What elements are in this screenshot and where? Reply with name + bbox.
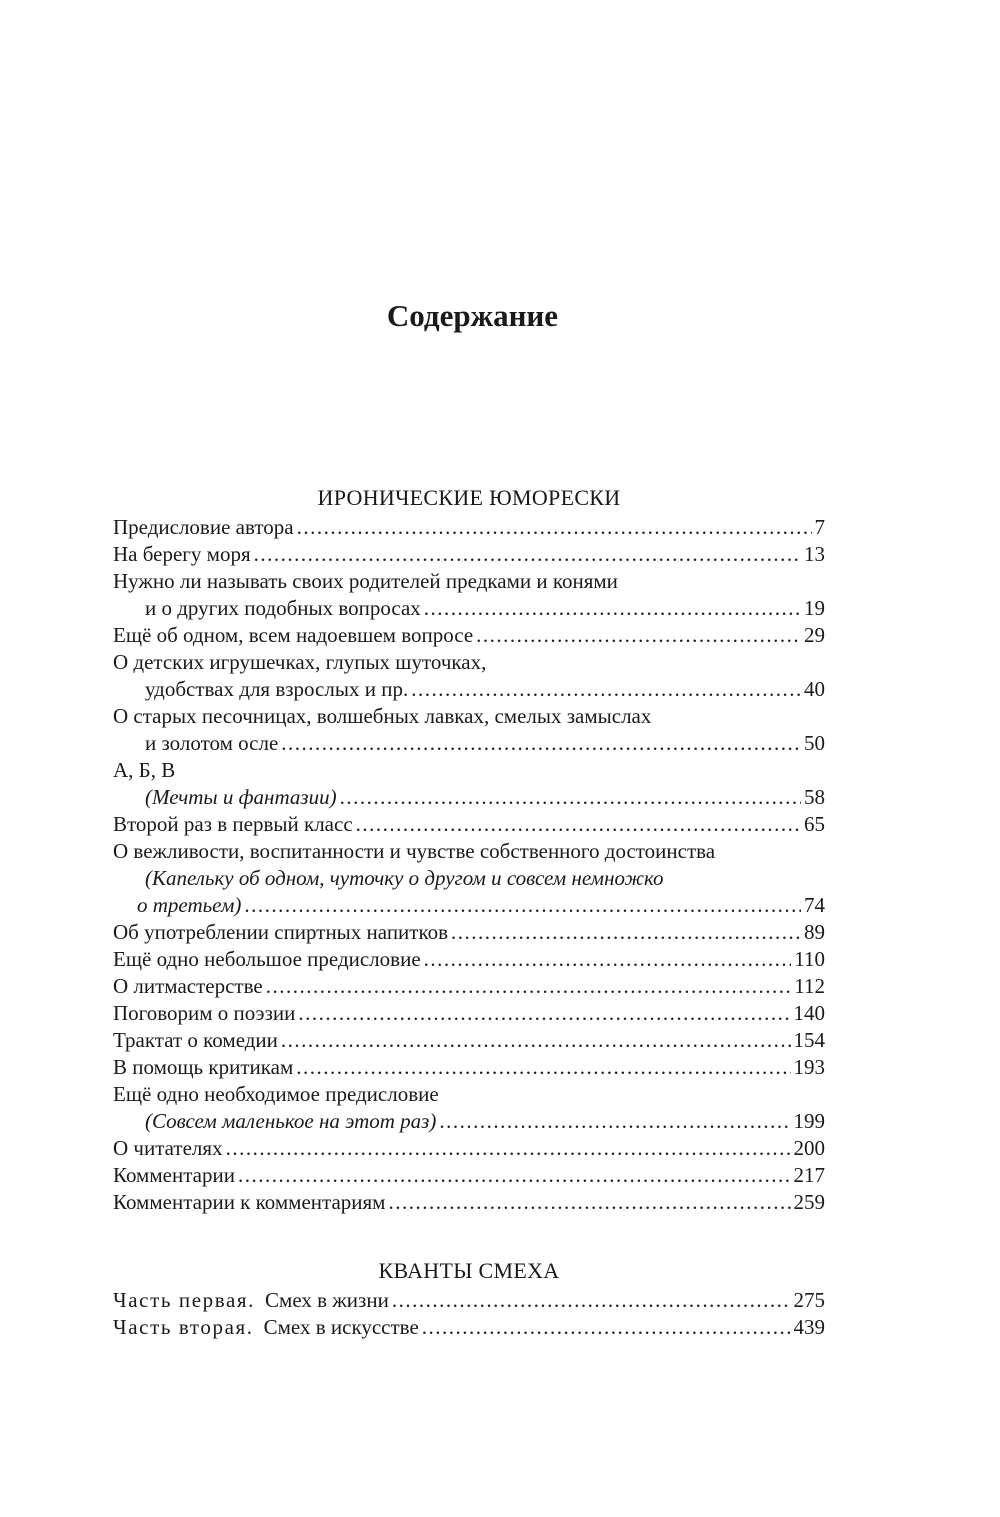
dot-leader [226, 1135, 791, 1162]
toc-entry-subtitle[interactable] [113, 1108, 825, 1135]
entry-title: Комментарии [113, 1163, 235, 1187]
dot-leader [424, 595, 801, 622]
toc-entry[interactable] [113, 1135, 825, 1162]
dot-leader [296, 1054, 790, 1081]
page-number: 58 [804, 785, 825, 809]
entry-title: О вежливости, воспитанности и чувстве собственного достоинства [113, 839, 716, 863]
dot-leader [411, 676, 801, 703]
dot-leader [392, 1287, 791, 1314]
toc-entry[interactable] [113, 919, 825, 946]
entry-title: Смех в жизни [265, 1288, 389, 1312]
toc-entry-continuation[interactable] [113, 676, 825, 703]
entry-title: Ещё об одном, всем надоевшем вопросе [113, 623, 474, 647]
entry-title: О старых песочницах, волшебных лавках, смелых замыслах [113, 704, 652, 728]
entry-title: В помощь критикам [113, 1055, 294, 1079]
entry-title: О литмастерстве [113, 974, 263, 998]
entry-title: А, Б, В [113, 758, 176, 782]
dot-leader [476, 622, 801, 649]
dot-leader [281, 730, 801, 757]
entry-title: Нужно ли называть своих родителей предками и конями [113, 569, 618, 593]
toc-entry[interactable] [113, 514, 825, 541]
page-number: 65 [804, 812, 825, 836]
page-number: 50 [804, 731, 825, 755]
entry-title: Поговорим о поэзии [113, 1001, 296, 1025]
toc-entry-continuation[interactable] [113, 595, 825, 622]
page-number: 275 [793, 1288, 825, 1312]
page-number: 40 [804, 677, 825, 701]
part-label: Часть первая. [113, 1288, 256, 1312]
toc-entry-subtitle[interactable] [113, 865, 825, 892]
toc-entry[interactable] [113, 622, 825, 649]
entry-title: Смех в искусстве [263, 1315, 419, 1339]
toc-entry-line[interactable] [113, 649, 825, 676]
toc-entry-line[interactable] [113, 568, 825, 595]
entry-subtitle: (Мечты и фантазии) [145, 785, 337, 809]
entry-title-continued: и о других подобных вопросах [145, 596, 421, 620]
page-number: 13 [804, 542, 825, 566]
dot-leader [238, 1162, 791, 1189]
section-heading: ИРОНИЧЕСКИЕ ЮМОРЕСКИ [317, 485, 621, 510]
entry-subtitle: (Совсем маленькое на этот раз) [145, 1109, 437, 1133]
toc-entry-line[interactable] [113, 757, 825, 784]
entry-title: На берегу моря [113, 542, 251, 566]
entry-subtitle-continued: о третьем) [137, 893, 242, 917]
toc-entry[interactable] [113, 1162, 825, 1189]
page-title: Содержание [386, 298, 559, 333]
page-number: 29 [804, 623, 825, 647]
page-number: 7 [814, 515, 825, 539]
page-number: 259 [793, 1190, 825, 1214]
dot-leader [340, 784, 801, 811]
page-number: 193 [793, 1055, 825, 1079]
toc-entry[interactable] [113, 811, 825, 838]
section-ironic-humoresques [113, 482, 825, 1216]
entry-title: Второй раз в первый класс [113, 812, 353, 836]
dot-leader [266, 973, 792, 1000]
toc-entry[interactable] [113, 946, 825, 973]
dot-leader [297, 514, 812, 541]
toc-entry-continuation[interactable] [113, 730, 825, 757]
page-number: 200 [793, 1136, 825, 1160]
part-label: Часть вторая. [113, 1315, 254, 1339]
toc-entry[interactable] [113, 1287, 825, 1314]
page-number: 217 [793, 1163, 825, 1187]
entry-title: О детских игрушечках, глупых шуточках, [113, 650, 487, 674]
section-heading: КВАНТЫ СМЕХА [378, 1258, 560, 1283]
dot-leader [254, 541, 801, 568]
entry-title: Ещё одно необходимое предисловие [113, 1082, 439, 1106]
page-number: 140 [793, 1001, 825, 1025]
toc-entry[interactable] [113, 1189, 825, 1216]
toc-entry[interactable] [113, 973, 825, 1000]
dot-leader [451, 919, 801, 946]
page-number: 154 [793, 1028, 825, 1052]
toc-entry-line[interactable] [113, 838, 825, 865]
page-number: 74 [804, 893, 825, 917]
entry-title: Ещё одно небольшое предисловие [113, 947, 421, 971]
toc-entry[interactable] [113, 541, 825, 568]
entry-title: О читателях [113, 1136, 223, 1160]
toc-entry-line[interactable] [113, 1081, 825, 1108]
page-number: 89 [804, 920, 825, 944]
page-number: 112 [794, 974, 825, 998]
dot-leader [244, 892, 801, 919]
toc-entry[interactable] [113, 1000, 825, 1027]
dot-leader [422, 1314, 791, 1341]
dot-leader [356, 811, 801, 838]
entry-title-continued: и золотом осле [145, 731, 279, 755]
dot-leader [439, 1108, 790, 1135]
toc-entry[interactable] [113, 1027, 825, 1054]
page-number: 110 [794, 947, 825, 971]
section-quanta-of-laughter [113, 1255, 825, 1341]
page-number: 439 [793, 1315, 825, 1339]
toc-entry[interactable] [113, 1054, 825, 1081]
dot-leader [388, 1189, 790, 1216]
toc-entry-line[interactable] [113, 703, 825, 730]
dot-leader [298, 1000, 790, 1027]
entry-title: Предисловие автора [113, 515, 294, 539]
toc-entry-subtitle[interactable] [113, 784, 825, 811]
dot-leader [424, 946, 792, 973]
entry-title: Комментарии к комментариям [113, 1190, 386, 1214]
entry-title: Трактат о комедии [113, 1028, 278, 1052]
dot-leader [281, 1027, 791, 1054]
toc-entry[interactable] [113, 1314, 825, 1341]
entry-title: Об употреблении спиртных напитков [113, 920, 449, 944]
entry-title-continued: удобствах для взрослых и пр. [145, 677, 409, 701]
toc-entry-subtitle[interactable] [113, 892, 825, 919]
page-number: 199 [793, 1109, 825, 1133]
entry-subtitle: (Капельку об одном, чуточку о другом и совсем немножко [145, 866, 664, 890]
page-number: 19 [804, 596, 825, 620]
